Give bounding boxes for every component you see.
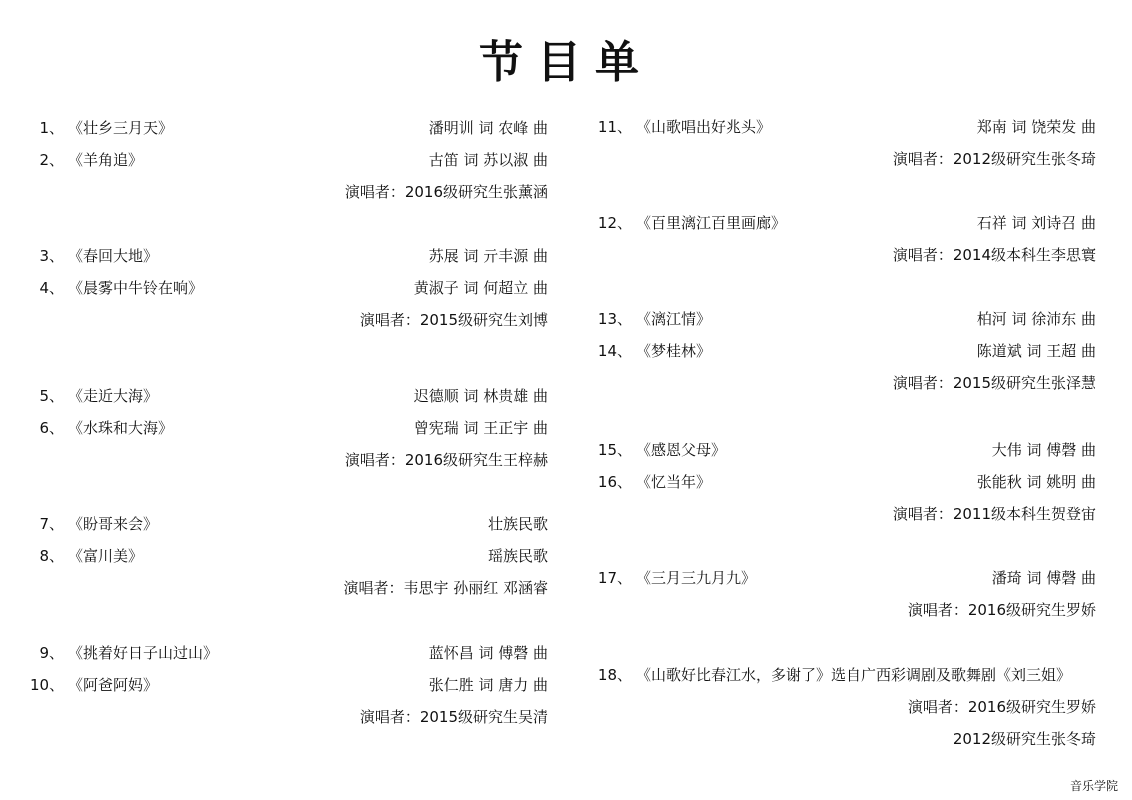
performer-text: 2012级研究生张冬琦 (952, 730, 1096, 748)
program-item (30, 415, 548, 441)
item-title: 《感恩父母》 (636, 441, 727, 459)
performer-line (596, 501, 1096, 527)
program-item (30, 147, 548, 173)
item-title: 《羊角追》 (68, 151, 144, 169)
item-credit: 大伟 词 傅磬 曲 (991, 441, 1096, 459)
item-number: 13、 (597, 310, 632, 328)
performer-line (30, 704, 548, 730)
program-item (596, 338, 1096, 364)
performer-text: 演唱者：2011级本科生贺登宙 (892, 505, 1096, 523)
item-credit: 柏河 词 徐沛东 曲 (976, 310, 1096, 328)
item-credit: 黄淑子 词 何超立 曲 (413, 279, 548, 297)
performer-text: 演唱者：2016级研究生罗娇 (907, 698, 1096, 716)
program-item (596, 210, 1096, 236)
program-item (30, 543, 548, 569)
performer-text: 演唱者：2015级研究生刘博 (359, 311, 548, 329)
item-credit: 陈道斌 词 王超 曲 (976, 342, 1096, 360)
performer-text: 演唱者：2016级研究生张薰涵 (344, 183, 548, 201)
performer-line (596, 597, 1096, 623)
item-credit: 苏展 词 亓丰源 曲 (428, 247, 548, 265)
performer-line (30, 575, 548, 601)
item-title: 《水珠和大海》 (68, 419, 174, 437)
item-title: 《晨雾中牛铃在响》 (68, 279, 204, 297)
item-credit: 郑南 词 饶荣发 曲 (976, 118, 1096, 136)
performer-line (30, 307, 548, 333)
item-credit: 古笛 词 苏以淑 曲 (428, 151, 548, 169)
performer-text: 演唱者：2014级本科生李思寰 (892, 246, 1096, 264)
performer-text: 演唱者：2016级研究生罗娇 (907, 601, 1096, 619)
item-credit: 潘明训 词 农峰 曲 (428, 119, 548, 137)
item-number: 15、 (597, 441, 632, 459)
item-credit: 潘琦 词 傅磬 曲 (991, 569, 1096, 587)
performer-line (596, 242, 1096, 268)
item-title: 《山歌唱出好兆头》 (636, 118, 772, 136)
program-item (30, 243, 548, 269)
item-credit: 瑶族民歌 (487, 547, 548, 565)
performer-line (596, 726, 1096, 752)
program-item (596, 437, 1096, 463)
program-item (596, 469, 1096, 495)
program-item (30, 383, 548, 409)
item-title: 《盼哥来会》 (68, 515, 159, 533)
performer-line (596, 146, 1096, 172)
item-number: 8、 (39, 547, 64, 565)
item-number: 9、 (39, 644, 64, 662)
performer-line (30, 447, 548, 473)
program-item (30, 672, 548, 698)
performer-line (596, 694, 1096, 720)
performer-text: 演唱者：2015级研究生张泽慧 (892, 374, 1096, 392)
item-title: 《挑着好日子山过山》 (68, 644, 219, 662)
item-title: 《春回大地》 (68, 247, 159, 265)
program-item (30, 115, 548, 141)
item-number: 18、 (597, 666, 632, 684)
item-number: 14、 (597, 342, 632, 360)
program-item (596, 662, 1096, 688)
item-credit: 蓝怀昌 词 傅磬 曲 (428, 644, 548, 662)
item-title: 《壮乡三月天》 (68, 119, 174, 137)
item-title: 《阿爸阿妈》 (68, 676, 159, 694)
item-number: 12、 (597, 214, 632, 232)
program-item (596, 306, 1096, 332)
item-credit: 曾宪瑞 词 王正宇 曲 (413, 419, 548, 437)
item-title: 《山歌好比春江水，多谢了》选自广西彩调剧及歌舞剧《刘三姐》 (636, 666, 1072, 684)
item-number: 7、 (39, 515, 64, 533)
item-number: 17、 (597, 569, 632, 587)
item-credit: 张能秋 词 姚明 曲 (976, 473, 1096, 491)
item-number: 11、 (597, 118, 632, 136)
item-title: 《百里漓江百里画廊》 (636, 214, 787, 232)
item-title: 《走近大海》 (68, 387, 159, 405)
program-item (30, 511, 548, 537)
performer-text: 演唱者：韦思宇 孙丽红 邓涵睿 (343, 579, 548, 597)
item-credit: 壮族民歌 (487, 515, 548, 533)
program-item (30, 640, 548, 666)
performer-line (30, 179, 548, 205)
item-credit: 石祥 词 刘诗召 曲 (976, 214, 1096, 232)
performer-text: 演唱者：2012级研究生张冬琦 (892, 150, 1096, 168)
performer-line (596, 370, 1096, 396)
corner-label: 音乐学院 (1069, 779, 1118, 793)
item-number: 16、 (597, 473, 632, 491)
page-title: 节目单 (479, 37, 653, 88)
program-item (596, 565, 1096, 591)
item-number: 2、 (39, 151, 64, 169)
performer-text: 演唱者：2015级研究生吴清 (359, 708, 548, 726)
item-title: 《梦桂林》 (636, 342, 712, 360)
item-number: 1、 (39, 119, 64, 137)
program-item (30, 275, 548, 301)
performer-text: 演唱者：2016级研究生王梓赫 (344, 451, 548, 469)
item-number: 6、 (39, 419, 64, 437)
item-credit: 迟德顺 词 林贵雄 曲 (413, 387, 548, 405)
item-number: 10、 (30, 676, 65, 694)
item-credit: 张仁胜 词 唐力 曲 (428, 676, 548, 694)
item-number: 5、 (39, 387, 64, 405)
item-title: 《富川美》 (68, 547, 144, 565)
item-number: 4、 (39, 279, 64, 297)
program-item (596, 114, 1096, 140)
item-title: 《漓江情》 (636, 310, 712, 328)
item-title: 《忆当年》 (636, 473, 712, 491)
item-title: 《三月三九月九》 (636, 569, 757, 587)
item-number: 3、 (39, 247, 64, 265)
